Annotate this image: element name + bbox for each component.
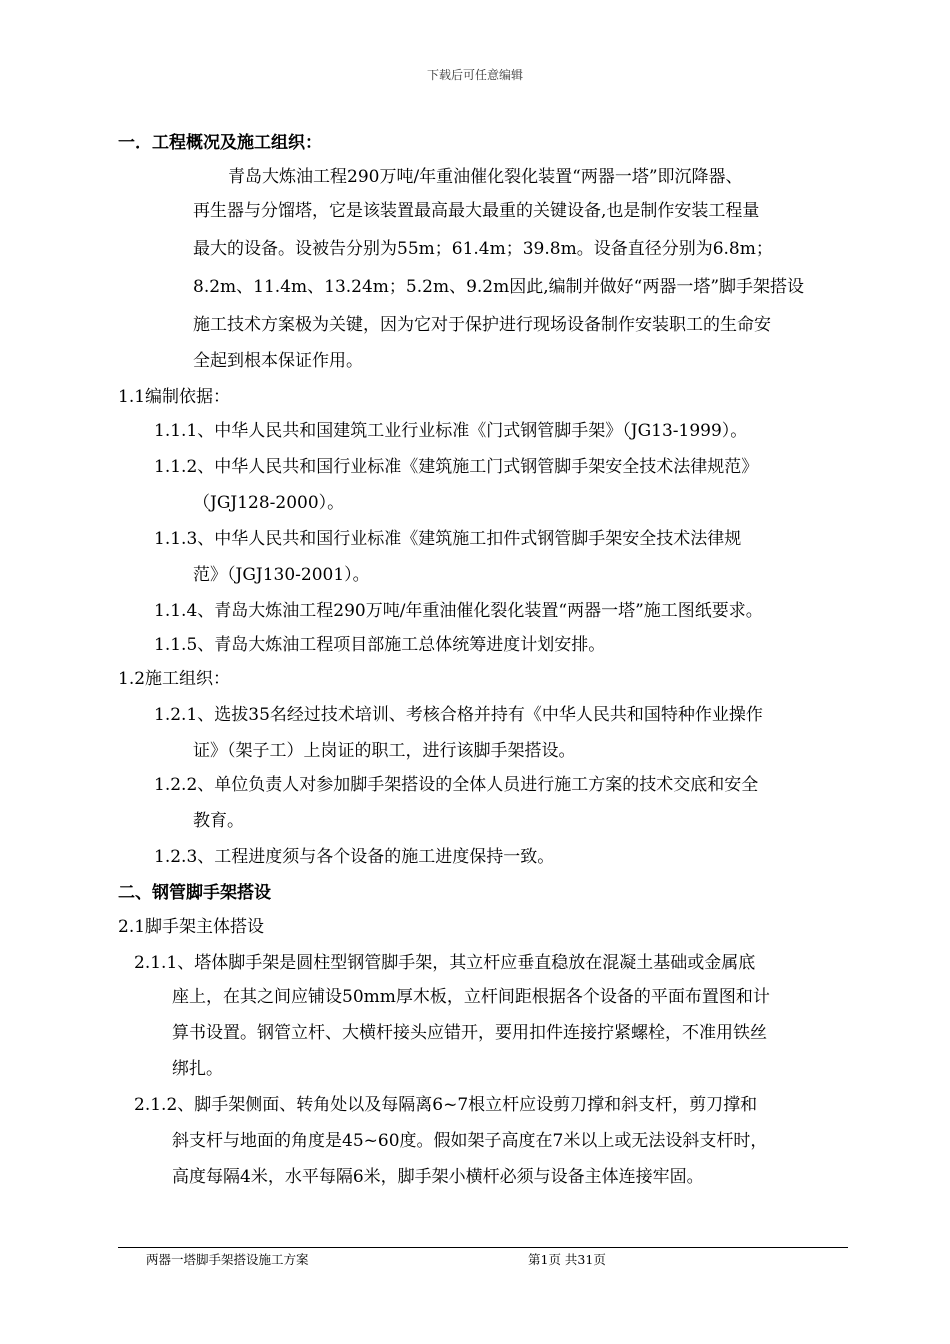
subsection-1-1-title: 1.1编制依据： — [118, 387, 231, 407]
item-2-1-1-line-3: 算书设置。钢管立杆、大横杆接头应错开，要用扣件连接拧紧螺栓，不准用铁丝 — [172, 1023, 767, 1043]
item-1-1-3-line-2: 范》（JGJ130-2001）。 — [193, 565, 370, 585]
footer-divider — [118, 1247, 848, 1248]
item-2-1-1-line-4: 绑扎。 — [172, 1059, 223, 1079]
section-2-title: 二、钢管脚手架搭设 — [118, 883, 271, 903]
item-1-1-2-line-2: （JGJ128-2000）。 — [193, 493, 345, 513]
header-note: 下载后可任意编辑 — [426, 68, 523, 82]
item-1-1-1: 1.1.1、中华人民共和国建筑工业行业标准《门式钢管脚手架》（JG13-1999）。 — [154, 421, 748, 441]
intro-line-5: 施工技术方案极为关键，因为它对于保护进行现场设备制作安装职工的生命安 — [193, 315, 771, 335]
item-1-2-1-line-2: 证》（架子工）上岗证的职工，进行该脚手架搭设。 — [193, 741, 576, 761]
section-1-title: 一．工程概况及施工组织： — [118, 133, 322, 153]
item-1-1-4: 1.1.4、青岛大炼油工程290万吨/年重油催化裂化装置“两器一塔”施工图纸要求。 — [154, 601, 763, 621]
footer-doc-title: 两器一塔脚手架搭设施工方案 — [146, 1252, 309, 1267]
item-2-1-2-line-3: 高度每隔4米，水平每隔6米，脚手架小横杆必须与设备主体连接牢固。 — [172, 1167, 704, 1187]
item-1-2-2-line-1: 1.2.2、单位负责人对参加脚手架搭设的全体人员进行施工方案的技术交底和安全 — [154, 775, 759, 795]
item-1-1-2-line-1: 1.1.2、中华人民共和国行业标准《建筑施工门式钢管脚手架安全技术法律规范》 — [154, 457, 759, 477]
item-1-2-1-line-1: 1.2.1、选拔35名经过技术培训、考核合格并持有《中华人民共和国特种作业操作 — [154, 705, 763, 725]
intro-line-2: 再生器与分馏塔，它是该装置最高最大最重的关键设备,也是制作安装工程量 — [193, 201, 760, 221]
item-1-2-2-line-2: 教育。 — [193, 811, 244, 831]
item-1-1-5: 1.1.5、青岛大炼油工程项目部施工总体统筹进度计划安排。 — [154, 635, 606, 655]
intro-line-1: 青岛大炼油工程290万吨/年重油催化裂化装置“两器一塔”即沉降器、 — [228, 167, 743, 187]
intro-line-4: 8.2m、11.4m、13.24m；5.2m、9.2m因此,编制并做好“两器一塔”脚手架搭设 — [193, 277, 805, 297]
intro-line-3: 最大的设备。设被告分别为55m；61.4m；39.8m。设备直径分别为6.8m； — [193, 239, 773, 259]
footer-page-info: 第1页 共31页 — [528, 1252, 606, 1267]
subsection-1-2-title: 1.2施工组织： — [118, 669, 231, 689]
subsection-2-1-title: 2.1脚手架主体搭设 — [118, 917, 265, 937]
item-1-2-3: 1.2.3、工程进度须与各个设备的施工进度保持一致。 — [154, 847, 555, 867]
item-2-1-2-line-2: 斜支杆与地面的角度是45~60度。假如架子高度在7米以上或无法设斜支杆时， — [172, 1131, 768, 1151]
intro-line-6: 全起到根本保证作用。 — [193, 351, 363, 371]
item-2-1-1-line-1: 2.1.1、塔体脚手架是圆柱型钢管脚手架，其立杆应垂直稳放在混凝土基础或金属底 — [134, 953, 756, 973]
item-2-1-2-line-1: 2.1.2、脚手架侧面、转角处以及每隔离6~7根立杆应设剪刀撑和斜支杆，剪刀撑和 — [134, 1095, 758, 1115]
item-2-1-1-line-2: 座上，在其之间应铺设50mm厚木板，立杆间距根据各个设备的平面布置图和计 — [172, 987, 770, 1007]
item-1-1-3-line-1: 1.1.3、中华人民共和国行业标准《建筑施工扣件式钢管脚手架安全技术法律规 — [154, 529, 742, 549]
